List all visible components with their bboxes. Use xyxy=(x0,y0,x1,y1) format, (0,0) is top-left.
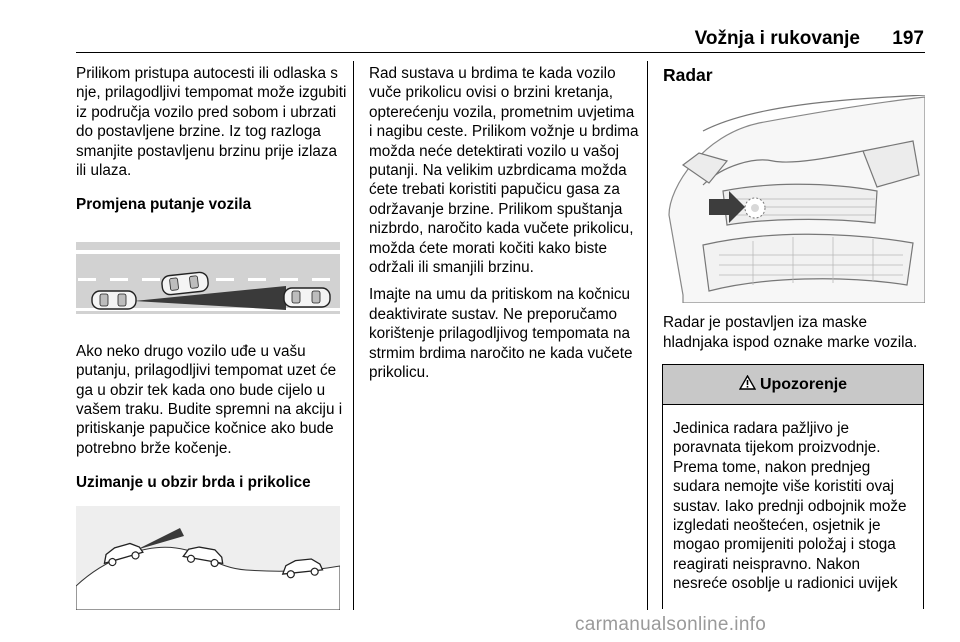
column-1 xyxy=(76,64,348,610)
column-3 xyxy=(663,64,925,352)
warning-box xyxy=(662,364,924,609)
header-divider xyxy=(76,52,925,53)
subheading-lane-change: Promjena putanje vozila xyxy=(76,196,252,214)
paragraph-radar-location: Radar je postavljen iza maske hladnjaka ispod oznake marke vozila. xyxy=(663,314,918,351)
lane-change-illustration xyxy=(76,228,340,318)
lead-car-icon xyxy=(284,288,330,307)
hill-driving-illustration xyxy=(76,506,340,610)
warning-title: Upozorenje xyxy=(759,375,848,393)
warning-triangle-icon xyxy=(739,375,756,395)
radar-sensor-icon xyxy=(745,198,765,218)
warning-text: Jedinica radara pažljivo je poravnata tijekom proizvodnje. Prema tome, nakon prednjeg sudara nemojte više koristiti ovaj sustav. Iako prednji odbojnik može izgledati neoštećen, osjetnik je mogao promijeniti položaj i stoga reagirati neispravno. Nakon nesreće osoblje u radionici uvijek xyxy=(673,420,907,593)
column-divider-2 xyxy=(647,61,648,610)
page-number: 197 xyxy=(892,28,924,49)
warning-header xyxy=(663,365,923,405)
section-heading-radar: Radar xyxy=(663,65,713,85)
paragraph-brake-deactivation: Imajte na umu da pritiskom na kočnicu deaktivirate sustav. Ne preporučamo korištenje prilagodljivog tempomata na strmim brdima naročito ne kada vučete prikolicu. xyxy=(369,286,633,382)
column-divider-1 xyxy=(353,61,354,610)
paragraph-lane-change: Ako neko drugo vozilo uđe u vašu putanju, prilagodljivi tempomat uzet će ga u obzir tek kada ono bude cijelo u vašem traku. Budite spremni na akciju i pritiskanje papučice kočnice ako bude potrebno brže kočenje. xyxy=(76,342,343,457)
paragraph-highway: Prilikom pristupa autocesti ili odlaska s nje, prilagodljivi tempomat može izgubiti iz područja vozilo pred sobom i ubrzati do postavljene brzine. Iz tog razloga smanjite postavljenu brzinu prije izlaza ili ulaza. xyxy=(76,65,347,180)
subheading-hills-trailers: Uzimanje u obzir brda i prikolice xyxy=(76,474,311,492)
paragraph-hill-operation: Rad sustava u brdima te kada vozilo vuče prikolicu ovisi o brzini kretanja, opterećenju vozila, prometnim uvjetima i nagibu ceste. Prilikom vožnje u brdima možda neće detektirati vozilo u vašoj putanji. Na velikim uzbrdicama možda ćete trebati koristiti papučicu gasa za održavanje brzine. Prilikom spuštanja nizbrdo, naročito kada vučete prikolicu, možda ćete morati kočiti kako biste održali ili smanjili brzinu. xyxy=(369,65,639,277)
own-car-icon xyxy=(92,291,136,309)
merging-car-icon xyxy=(161,271,209,295)
page-header-title: Vožnja i rukovanje xyxy=(694,28,860,49)
radar-car-front-illustration xyxy=(663,95,925,303)
column-2 xyxy=(369,64,641,383)
watermark: carmanualsonline.info xyxy=(575,614,767,635)
